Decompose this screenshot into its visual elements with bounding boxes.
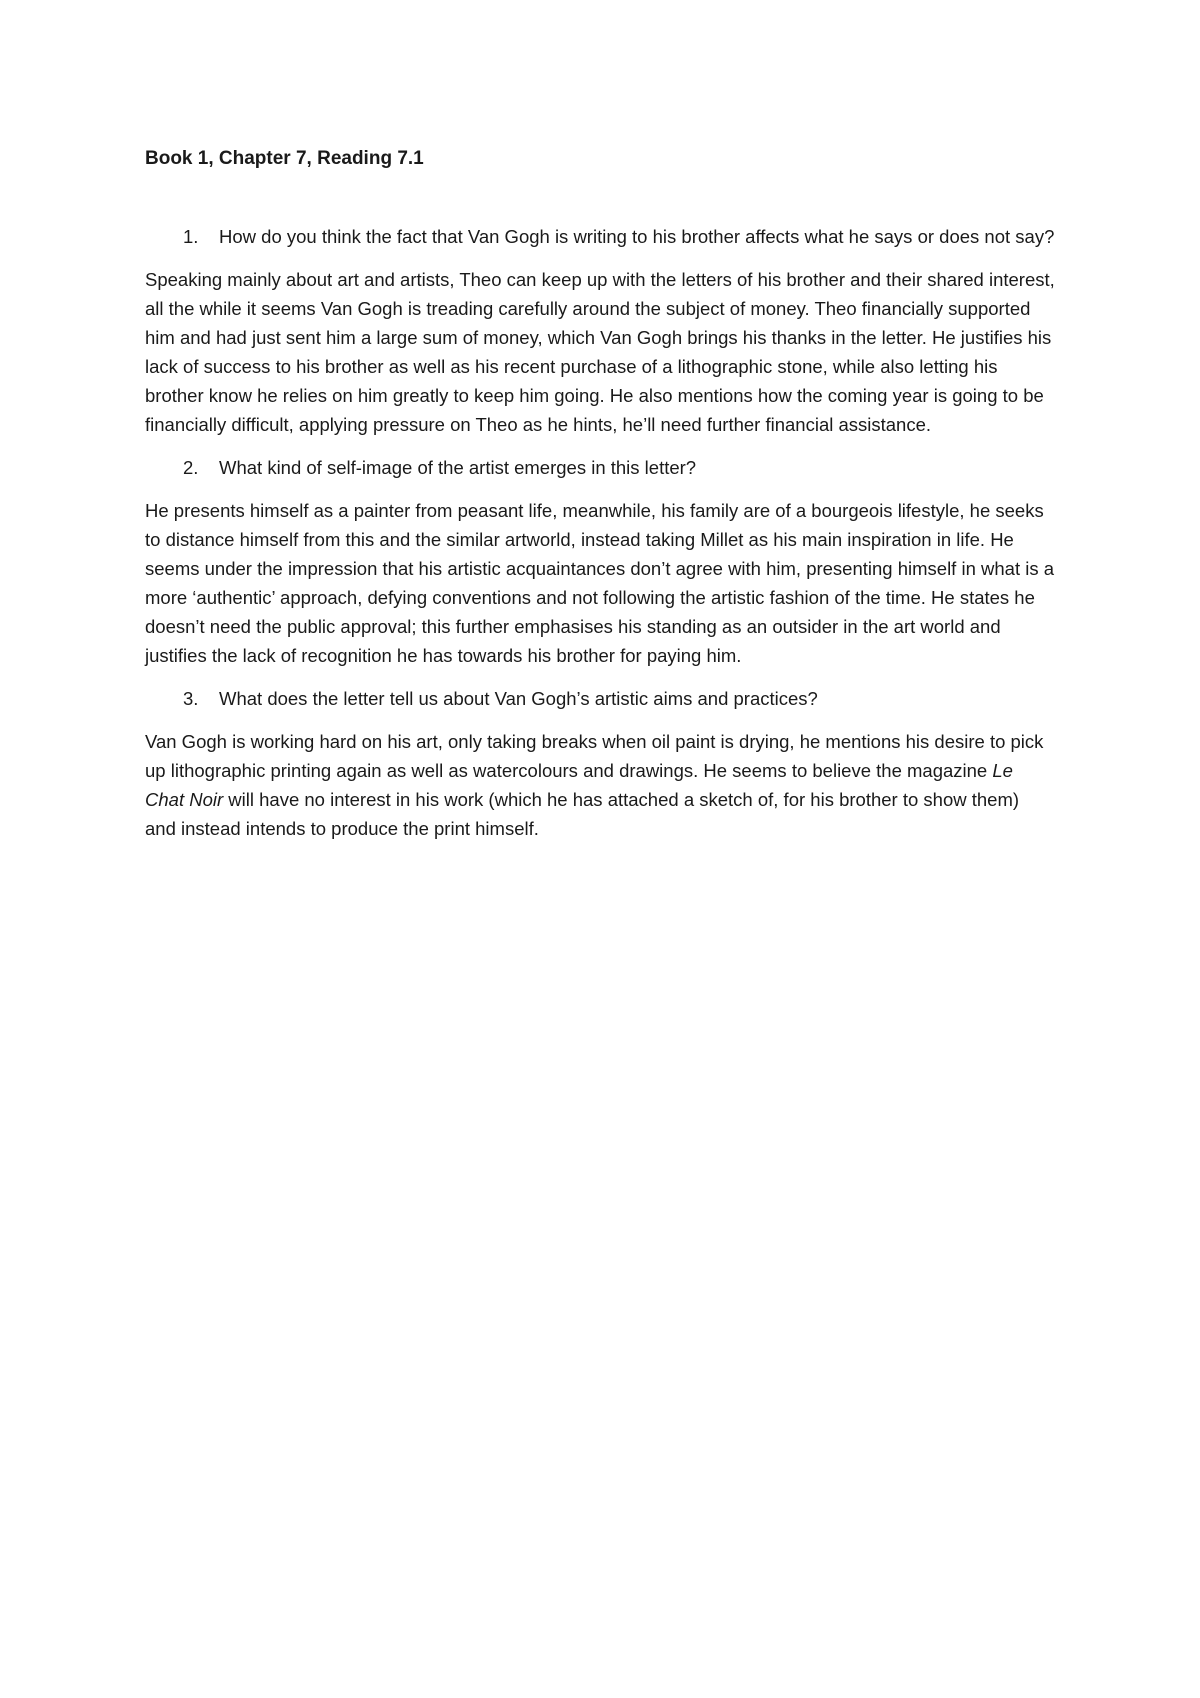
question-text: What does the letter tell us about Van Gogh’s artistic aims and practices? (219, 688, 818, 709)
document-body (145, 148, 1055, 857)
answer-1: Speaking mainly about art and artists, Theo can keep up with the letters of his brother and their shared interest, all the while it seems Van Gogh is treading carefully around the subject of money. Theo financially supported him and had just sent him a large sum of money, which Van Gogh brings his thanks in the letter. He justifies his lack of success to his brother as well as his recent purchase of a lithographic stone, while also letting his brother know he relies on him greatly to keep him going. He also mentions how the coming year is going to be financially difficult, applying pressure on Theo as he hints, he’ll need further financial assistance. (145, 269, 1055, 435)
question-number: 3. (183, 688, 199, 709)
answer-text-before: Van Gogh is working hard on his art, only taking breaks when oil paint is drying, he mentions his desire to pick up lithographic printing again as well as watercolours and drawings. He seems to believe the magazine (145, 731, 1044, 781)
document-title: Book 1, Chapter 7, Reading 7.1 (145, 148, 424, 169)
magazine-title: Le Chat Noir (145, 760, 1013, 810)
question-text: What kind of self-image of the artist emerges in this letter? (219, 457, 697, 478)
question-number: 1. (183, 226, 199, 247)
question-number: 2. (183, 457, 199, 478)
answer-2: He presents himself as a painter from peasant life, meanwhile, his family are of a bourgeois lifestyle, he seeks to distance himself from this and the similar artworld, instead taking Millet as his main inspiration in life. He seems under the impression that his artistic acquaintances don’t agree with him, presenting himself in what is a more ‘authentic’ approach, defying conventions and not following the artistic fashion of the time. He states he doesn’t need the public approval; this further emphasises his standing as an outsider in the art world and justifies the lack of recognition he has towards his brother for paying him. (145, 500, 1055, 666)
answer-text-after: will have no interest in his work (which he has attached a sketch of, for his brother to show them) and instead intends to produce the print himself. (145, 789, 1020, 839)
question-text: How do you think the fact that Van Gogh is writing to his brother affects what he says or does not say? (219, 226, 1055, 247)
question-2 (145, 453, 1055, 482)
question-1 (145, 222, 1055, 251)
question-3 (145, 684, 1055, 713)
answer-3 (145, 727, 1055, 843)
